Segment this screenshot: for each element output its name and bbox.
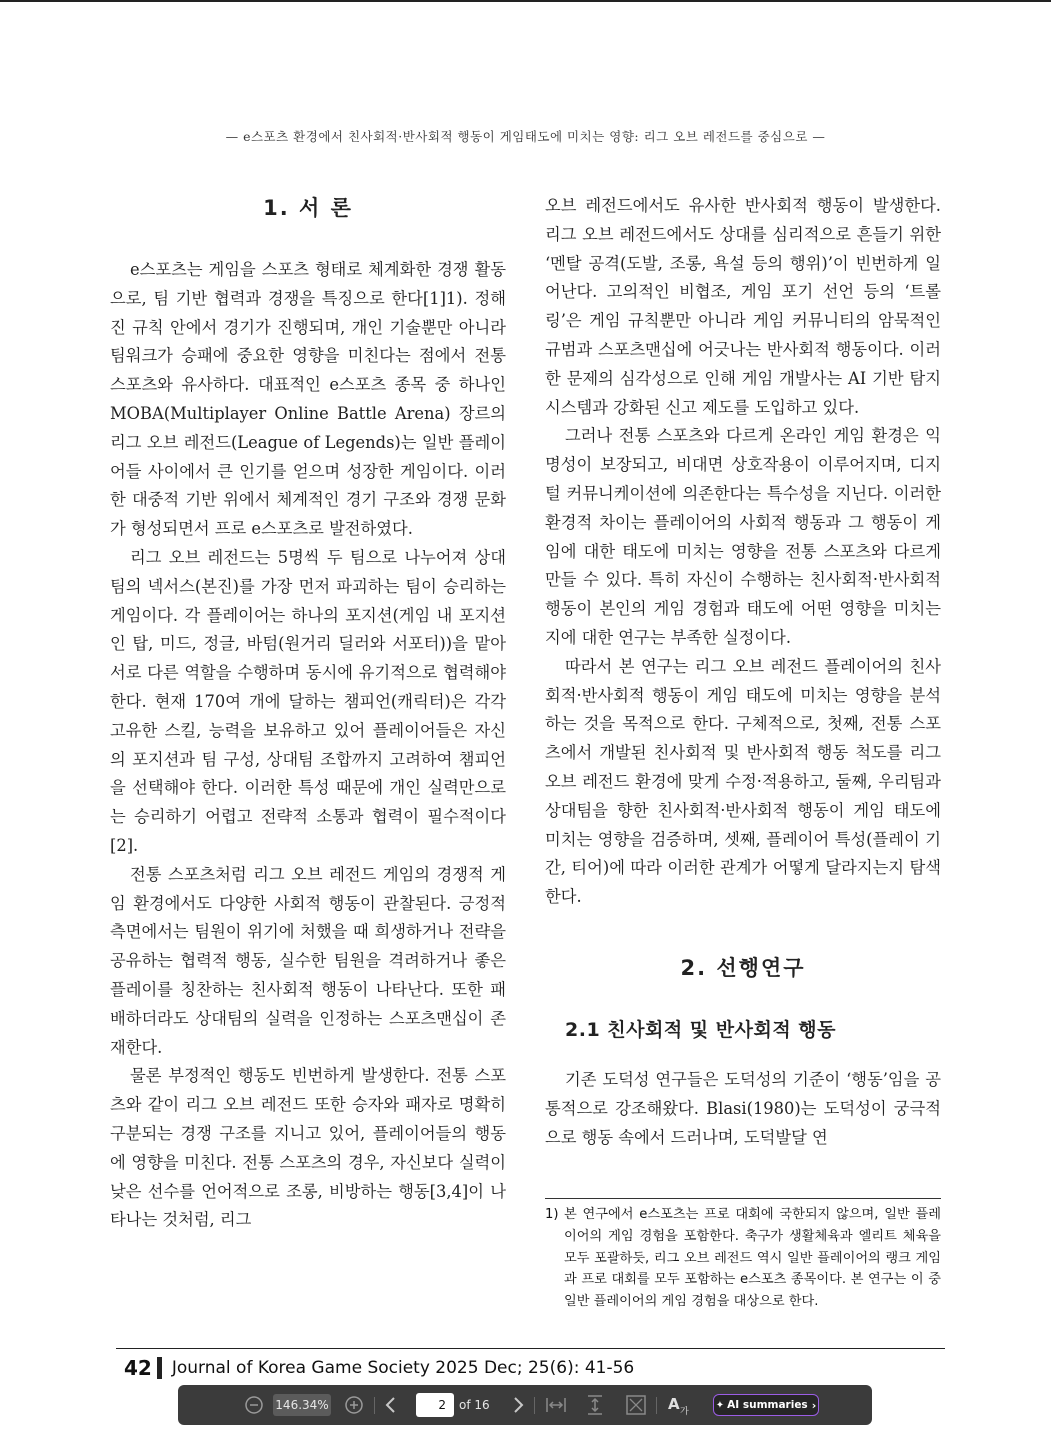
section-title-introduction: 1. 서 론	[263, 196, 353, 220]
paragraph: e스포츠는 게임을 스포츠 형태로 체계화한 경쟁 활동으로, 팀 기반 협력과 경쟁을 특징으로 한다[1]1). 정해진 규칙 안에서 경기가 진행되며, 개인 기술뿐만 아니라 팀워크가 승패에 중요한 영향을 미친다는 점에서 전통 스포츠와 유사하다. 대표적인 e스포츠 종목 중 하나인 MOBA(Multiplayer Online Battle Arena) 장르의 리그 오브 레전드(League of Legends)는 일반 플레이어들 사이에서 큰 인기를 얻으며 성장한 게임이다. 이러한 대중적 기반 위에서 체계적인 경기 구조와 경쟁 문화가 형성되면서 프로 e스포츠로 발전하였다.	[110, 260, 506, 539]
left-column	[110, 192, 506, 1235]
fit-height-icon[interactable]	[583, 1393, 607, 1417]
paragraph: 따라서 본 연구는 리그 오브 레전드 플레이어의 친사회적·반사회적 행동이 게임 태도에 미치는 영향을 분석하는 것을 목적으로 한다. 구체적으로, 첫째, 전통 스포츠에서 개발된 친사회적 및 반사회적 행동 척도를 리그 오브 레전드 환경에 맞게 수정·적용하고, 둘째, 우리팀과 상대팀을 향한 친사회적·반사회적 행동이 게임 태도에 미치는 영향을 검증하며, 셋째, 플레이어 특성(플레이 기간, 티어)에 따라 이러한 관계가 어떻게 달라지는지 탐색한다.	[545, 656, 941, 907]
zoom-level-field[interactable]: 146.34%	[273, 1394, 331, 1416]
paragraph: 전통 스포츠처럼 리그 오브 레전드 게임의 경쟁적 게임 환경에서도 다양한 사회적 행동이 관찰된다. 긍정적 측면에서는 팀원이 위기에 처했을 때 희생하거나 전략을 공유하는 협력적 행동, 실수한 팀원을 격려하거나 좋은 플레이를 칭찬하는 친사회적 행동이 나타난다. 또한 패배하더라도 상대팀의 실력을 인정하는 스포츠맨십이 존재한다.	[110, 864, 506, 1057]
footer-divider	[116, 1348, 945, 1349]
toolbar-separator	[656, 1397, 657, 1414]
ai-summaries-label: AI summaries	[727, 1399, 808, 1411]
paragraph: 그러나 전통 스포츠와 다르게 온라인 게임 환경은 익명성이 보장되고, 비대면 상호작용이 이루어지며, 디지털 커뮤니케이션에 의존한다는 특수성을 지닌다. 이러한 환경적 차이는 플레이어의 사회적 행동과 그 행동이 게임에 대한 태도에 미치는 영향을 전통 스포츠와 다르게 만들 수 있다. 특히 자신이 수행하는 친사회적·반사회적 행동이 본인의 게임 경험과 태도에 어떤 영향을 미치는지에 대한 연구는 부족한 실정이다.	[545, 426, 941, 647]
fullscreen-icon[interactable]	[624, 1393, 648, 1417]
prev-page-icon[interactable]	[379, 1393, 403, 1417]
zoom-out-icon[interactable]	[242, 1393, 266, 1417]
right-column	[545, 192, 941, 1152]
svg-text:A: A	[668, 1395, 680, 1413]
section-title-related-work: 2. 선행연구	[680, 955, 806, 980]
page-number-bar	[157, 1357, 162, 1379]
page-count: of 16	[459, 1398, 490, 1412]
sparkle-icon: ✦	[715, 1399, 725, 1411]
paragraph: 물론 부정적인 행동도 빈번하게 발생한다. 전통 스포츠와 같이 리그 오브 레전드 또한 승자와 패자로 명확히 구분되는 경쟁 구조를 지니고 있어, 플레이어들의 행동에 영향을 미친다. 전통 스포츠의 경우, 자신보다 실력이 낮은 선수를 언어적으로 조롱, 비방하는 행동[3,4]이 나타나는 것처럼, 리그	[110, 1066, 506, 1230]
pdf-toolbar	[178, 1385, 872, 1425]
toolbar-separator	[374, 1397, 375, 1414]
footnote-divider	[545, 1198, 941, 1199]
svg-text:가: 가	[680, 1407, 689, 1416]
footnote-number: 1)	[545, 1207, 559, 1222]
top-border	[0, 0, 1051, 2]
running-header: — e스포츠 환경에서 친사회적·반사회적 행동이 게임태도에 미치는 영향: 리그 오브 레전드를 중심으로 —	[225, 129, 826, 144]
page-footer	[124, 1356, 634, 1380]
page-number-input[interactable]: 2	[416, 1393, 454, 1417]
zoom-in-icon[interactable]	[342, 1393, 366, 1417]
ai-summaries-button[interactable]	[713, 1394, 819, 1416]
footnote-text: 본 연구에서 e스포츠는 프로 대회에 국한되지 않으며, 일반 플레이어의 게임 경험을 포함한다. 축구가 생활체육과 엘리트 체육을 모두 포괄하듯, 리그 오브 레전드 역시 일반 플레이어의 랭크 게임과 프로 대회를 모두 포함하는 e스포츠 종목이다. 본 연구는 이 중 일반 플레이어의 게임 경험을 대상으로 한다.	[564, 1207, 941, 1310]
subsection-title: 2.1 친사회적 및 반사회적 행동	[565, 1018, 837, 1041]
paragraph: 기존 도덕성 연구들은 도덕성의 기준이 ‘행동’임을 공통적으로 강조해왔다. Blasi(1980)는 도덕성이 궁극적으로 행동 속에서 드러나며, 도덕발달 연	[545, 1069, 941, 1147]
footnote	[545, 1204, 941, 1313]
paragraph: 리그 오브 레전드는 5명씩 두 팀으로 나누어져 상대팀의 넥서스(본진)를 가장 먼저 파괴하는 팀이 승리하는 게임이다. 각 플레이어는 하나의 포지션(게임 내 포지션인 탑, 미드, 정글, 바텀(원거리 딜러와 서포터))을 맡아 서로 다른 역할을 수행하며 동시에 유기적으로 협력해야 한다. 현재 170여 개에 달하는 챔피언(캐릭터)은 각각 고유한 스킬, 능력을 보유하고 있어 플레이어들은 자신의 포지션과 팀 구성, 상대팀 조합까지 고려하여 챔피언을 선택해야 한다. 이러한 특성 때문에 개인 실력만으로는 승리하기 어렵고 전략적 소통과 협력이 필수적이다 [2].	[110, 547, 506, 855]
page-number: 42	[124, 1356, 152, 1380]
paragraph: 오브 레전드에서도 유사한 반사회적 행동이 발생한다. 리그 오브 레전드에서도 상대를 심리적으로 흔들기 위한 ‘멘탈 공격(도발, 조롱, 욕설 등의 행위)’이 빈번하게 일어난다. 고의적인 비협조, 게임 포기 선언 등의 ‘트롤링’은 게임 규칙뿐만 아니라 게임 커뮤니티의 암묵적인 규범과 스포츠맨십에 어긋나는 반사회적 행동이다. 이러한 문제의 심각성으로 인해 게임 개발사는 AI 기반 탐지 시스템과 강화된 신고 제도를 도입하고 있다.	[545, 196, 941, 417]
translate-icon[interactable]	[667, 1393, 693, 1417]
toolbar-separator	[534, 1397, 535, 1414]
journal-citation: Journal of Korea Game Society 2025 Dec; 25(6): 41-56	[171, 1358, 635, 1378]
chevron-right-icon: ›	[811, 1398, 817, 1412]
next-page-icon[interactable]	[506, 1393, 530, 1417]
fit-width-icon[interactable]	[544, 1393, 568, 1417]
